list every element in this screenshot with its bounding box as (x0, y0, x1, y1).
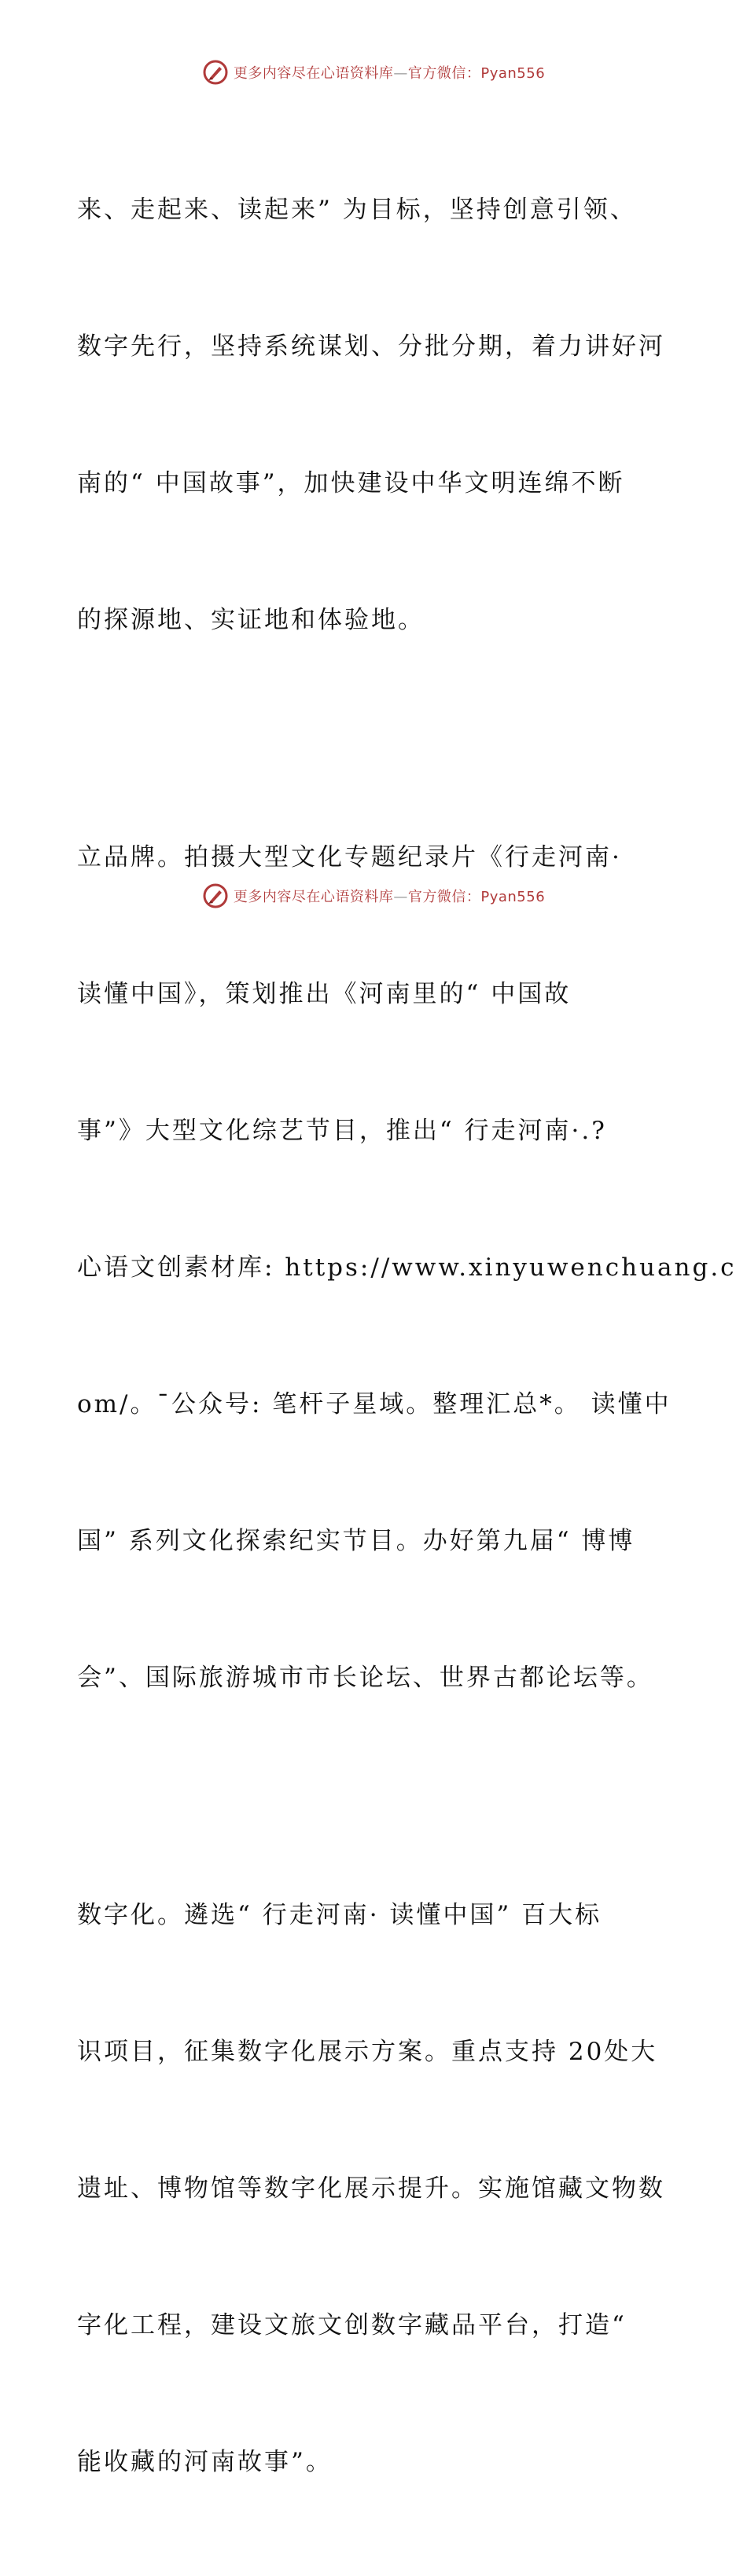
banner-dash: — (393, 65, 408, 82)
text-line: 数字先行，坚持系统谋划、分批分期，着力讲好河 (77, 332, 665, 361)
text-line: 事”》大型文化综艺节目，推出“ 行走河南·.? (77, 1117, 607, 1145)
banner-wechat-text: 官方微信：Pyan556 (407, 889, 546, 905)
text-line: 遗址、博物馆等数字化展示提升。实施馆藏文物数 (77, 2174, 665, 2203)
text-line: 数字化。遴选“ 行走河南· 读懂中国” 百大标 (77, 1901, 602, 1929)
text-line: 的探源地、实证地和体验地。 (77, 606, 425, 634)
text-line: 读懂中国》，策划推出《河南里的“ 中国故 (77, 980, 572, 1008)
text-line: 国” 系列文化探索纪实节目。办好第九届“ 博博 (77, 1527, 635, 1555)
text-line: 立品牌。拍摄大型文化专题纪录片《行走河南· (77, 843, 622, 872)
text-line: 识项目，征集数字化展示方案。重点支持 20处大 (77, 2038, 658, 2066)
text-line: om/。¯公众号: 笔杆子星域。整理汇总*。 读懂中 (77, 1390, 672, 1418)
paragraph-intro (77, 96, 675, 734)
banner-main-text: 更多内容尽在心语资料库 (233, 889, 394, 905)
document-body (77, 96, 737, 2576)
paragraph-digital (77, 1801, 675, 2576)
banner-dash: — (393, 889, 408, 905)
text-line: 会”、国际旅游城市市长论坛、世界古都论坛等。 (77, 1664, 653, 1692)
pen-nib-logo-icon (202, 883, 229, 909)
banner-text (234, 62, 545, 83)
banner-text (234, 886, 545, 906)
text-line: 来、走起来、读起来” 为目标，坚持创意引领、 (77, 196, 637, 224)
footer-banner (0, 880, 747, 912)
text-line: 字化工程，建设文旅文创数字藏品平台，打造“ (77, 2311, 627, 2339)
banner-main-text: 更多内容尽在心语资料库 (233, 65, 394, 82)
text-line: 能收藏的河南故事”。 (77, 2448, 333, 2476)
text-line: 心语文创素材库: https://www.xinyuwenchuang.c (77, 1253, 737, 1282)
banner-wechat-text: 官方微信：Pyan556 (407, 65, 546, 82)
pen-nib-logo-icon (202, 59, 229, 86)
text-line: 南的“ 中国故事”，加快建设中华文明连绵不断 (77, 469, 625, 497)
header-banner (0, 57, 747, 88)
